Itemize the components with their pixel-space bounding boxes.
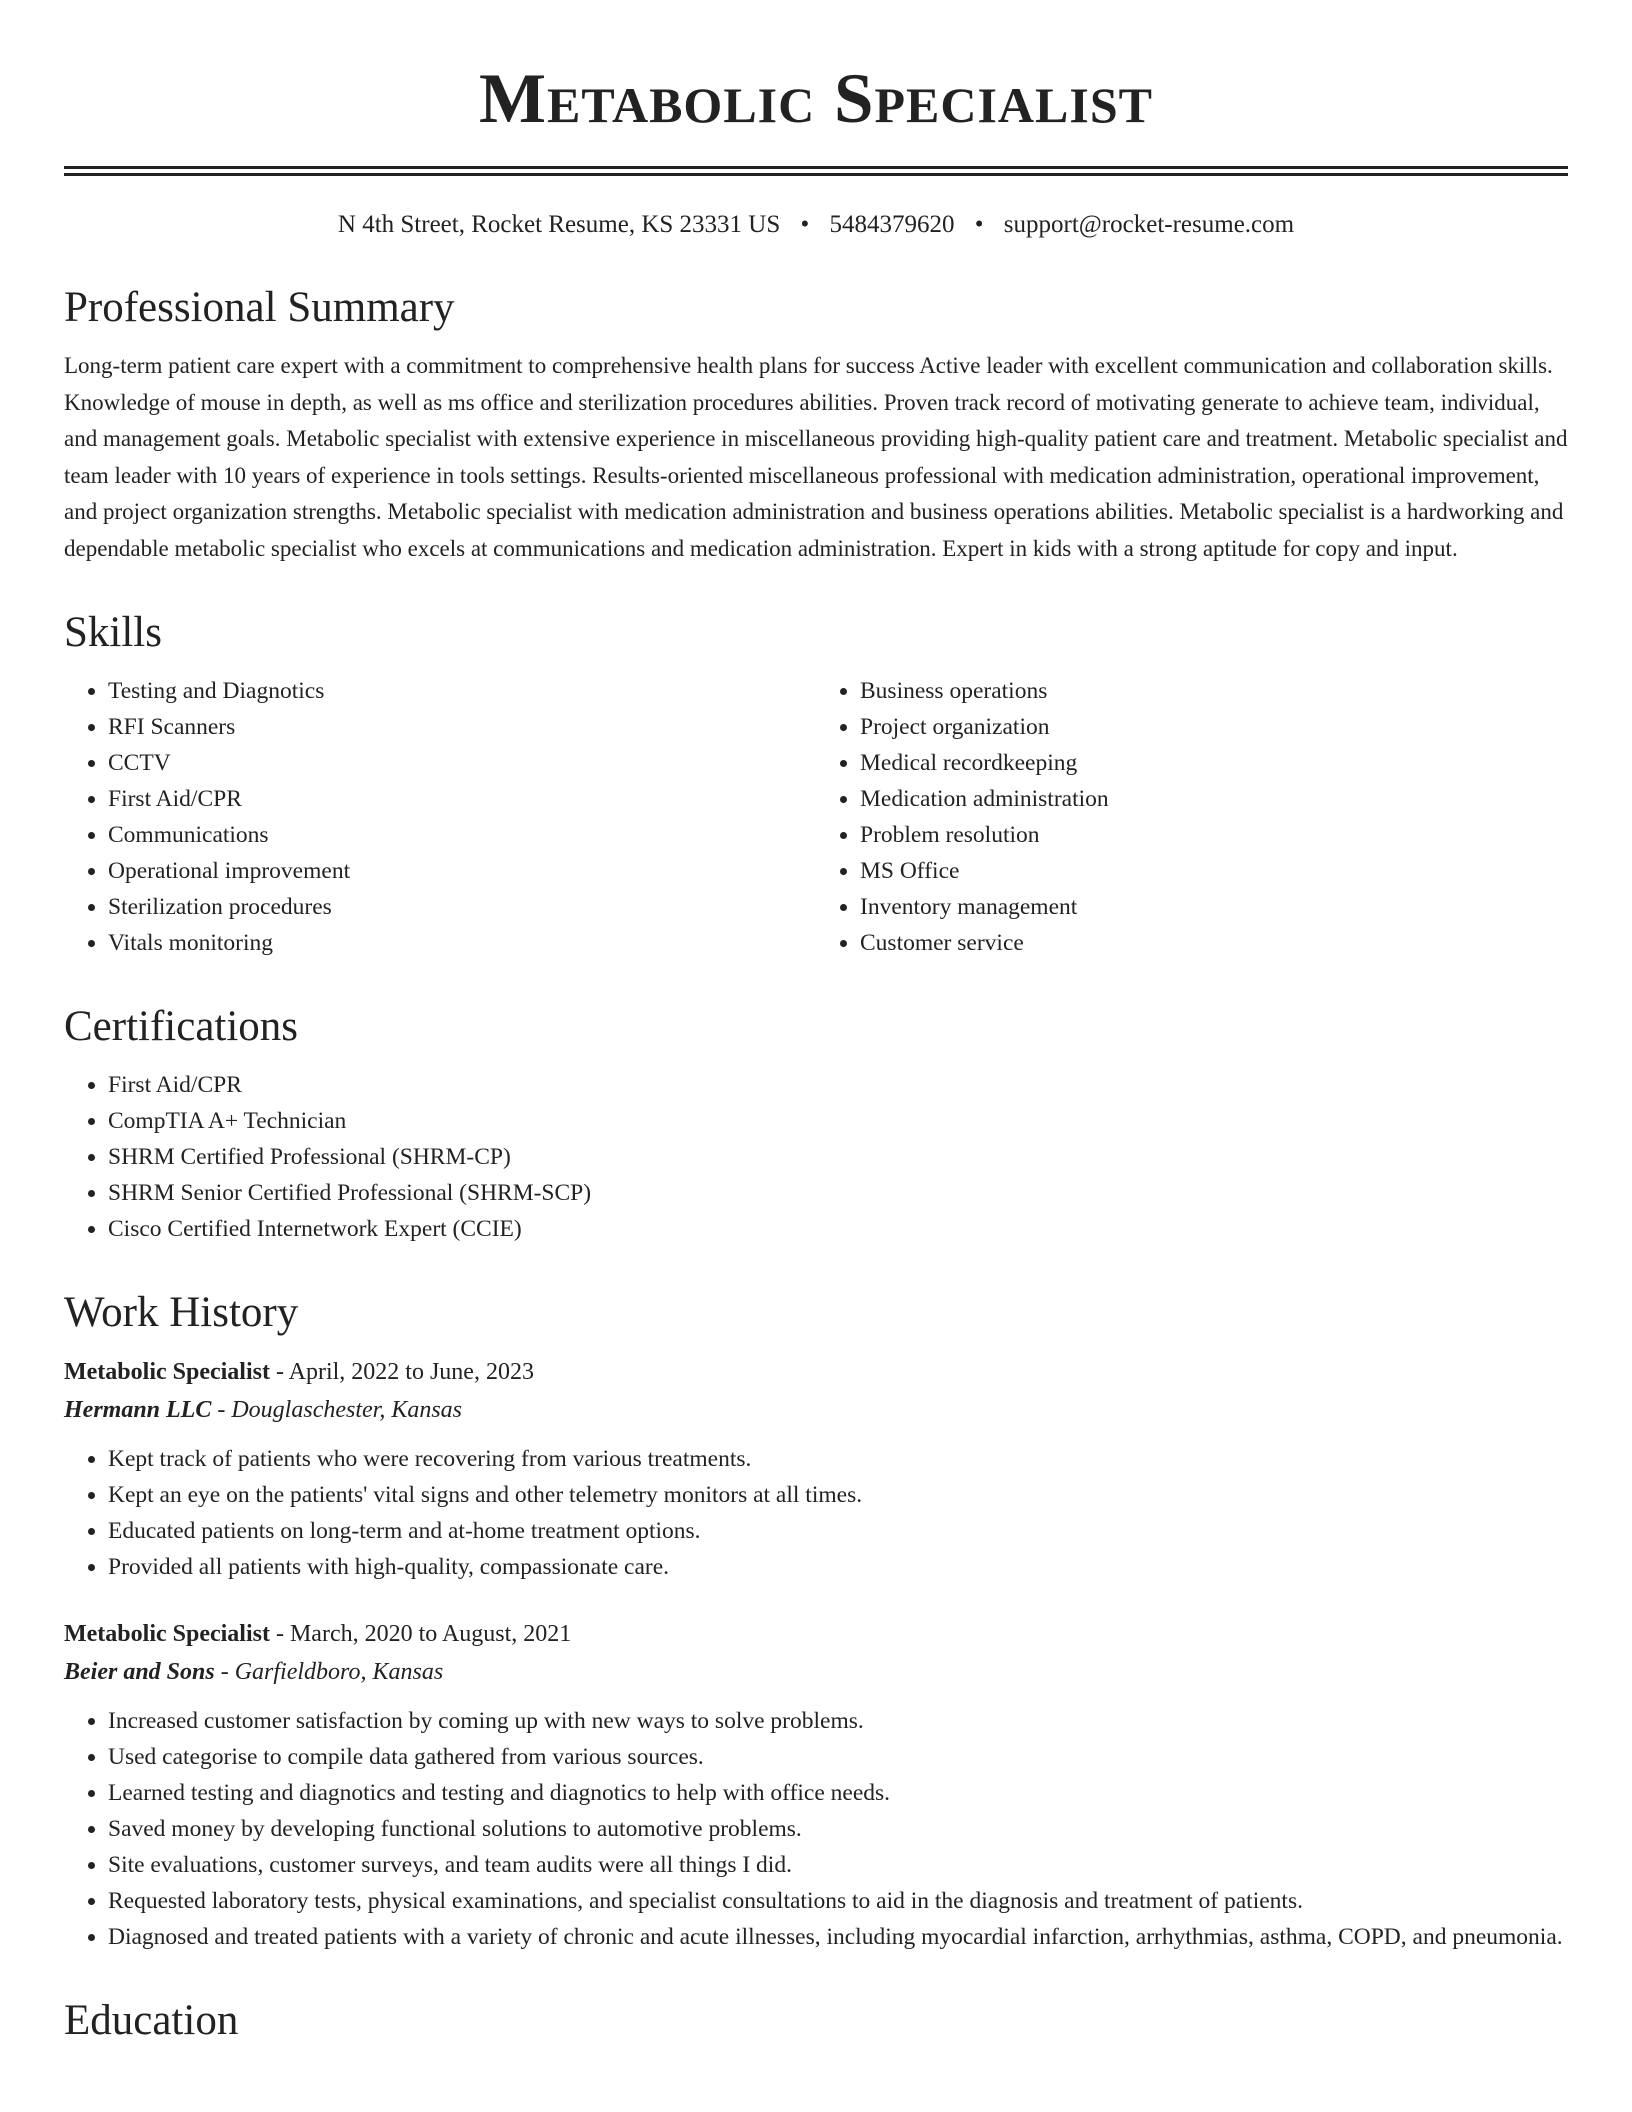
job-duty: • Kept an eye on the patients' vital signs and other telemetry monitors at all times. — [108, 1477, 1568, 1513]
summary-text: Long-term patient care expert with a commitment to comprehensive health plans for success Active leader with excellent communication and collaboration skills. Knowledge of mouse in depth, as well as ms office and sterilization procedures abilities. Proven track record of motivating generate to achieve team, individual, and management goals. Metabolic specialist with extensive experience in miscellaneous providing high-quality patient care and treatment. Metabolic specialist and team leader with 10 years of experience in tools settings. Results-oriented miscellaneous professional with medication administration, operational improvement, and project organization strengths. Metabolic specialist with medication administration and business operations abilities. Metabolic specialist is a hardworking and dependable metabolic specialist who excels at communications and medication administration. Expert in kids with a strong aptitude for copy and input. — [64, 353, 1568, 561]
job-duty: • Increased customer satisfaction by coming up with new ways to solve problems. — [108, 1703, 1568, 1739]
job-duty: • Site evaluations, customer surveys, and team audits were all things I did. — [108, 1847, 1568, 1883]
skill-item: • Operational improvement — [108, 853, 816, 889]
skill-item: • RFI Scanners — [108, 709, 816, 745]
skill-item: • Medication administration — [860, 781, 1568, 817]
job-duty: • Saved money by developing functional solutions to automotive problems. — [108, 1811, 1568, 1847]
skills-list-right — [816, 673, 1568, 961]
job-duty: • Kept track of patients who were recovering from various treatments. — [108, 1441, 1568, 1477]
certifications-heading: Certifications — [64, 1003, 299, 1050]
education-heading: Education — [64, 1997, 239, 2044]
contact-separator: • — [974, 211, 984, 238]
skill-item: • CCTV — [108, 745, 816, 781]
job-company: Beier and Sons — [64, 1659, 215, 1685]
job-title: Metabolic Specialist — [64, 1359, 270, 1385]
job-title-line — [64, 1353, 1568, 1391]
job-title-line — [64, 1615, 1568, 1653]
job-entry — [64, 1353, 1568, 1585]
certification-item: • First Aid/CPR — [108, 1067, 1568, 1103]
skill-item: • Problem resolution — [860, 817, 1568, 853]
skills-list-left — [64, 673, 816, 961]
job-duty: • Diagnosed and treated patients with a variety of chronic and acute illnesses, including myocardial infarction, arrhythmias, asthma, COPD, and pneumonia. — [108, 1919, 1568, 1955]
skill-item: • Inventory management — [860, 889, 1568, 925]
skill-item: • First Aid/CPR — [108, 781, 816, 817]
job-duties-list — [64, 1703, 1568, 1955]
skill-item: • Project organization — [860, 709, 1568, 745]
summary-heading: Professional Summary — [64, 284, 455, 331]
job-duty: • Used categorise to compile data gathered from various sources. — [108, 1739, 1568, 1775]
contact-separator: • — [800, 211, 810, 238]
contact-address: N 4th Street, Rocket Resume, KS 23331 US — [337, 211, 781, 238]
job-dates: - March, 2020 to August, 2021 — [269, 1621, 572, 1647]
certification-item: • Cisco Certified Internetwork Expert (CCIE) — [108, 1211, 1568, 1247]
contact-line — [64, 208, 1568, 242]
job-dates: - April, 2022 to June, 2023 — [269, 1359, 534, 1385]
job-location: - Garfieldboro, Kansas — [214, 1659, 444, 1685]
education-section — [64, 1995, 1568, 2047]
work-history-heading: Work History — [64, 1289, 299, 1336]
skill-item: • Customer service — [860, 925, 1568, 961]
skills-section — [64, 607, 1568, 961]
skill-item: • Communications — [108, 817, 816, 853]
resume-title: Metabolic Specialist — [478, 60, 1154, 138]
job-duty: • Provided all patients with high-quality, compassionate care. — [108, 1549, 1568, 1585]
certifications-section — [64, 1001, 1568, 1247]
contact-email: support@rocket-resume.com — [1003, 211, 1295, 238]
skills-columns — [64, 673, 1568, 961]
skills-heading: Skills — [64, 609, 162, 656]
work-history-section — [64, 1287, 1568, 1955]
certification-item: • SHRM Senior Certified Professional (SHRM-SCP) — [108, 1175, 1568, 1211]
summary-section — [64, 282, 1568, 567]
job-company-line — [64, 1391, 1568, 1429]
skill-item: • Medical recordkeeping — [860, 745, 1568, 781]
skill-item: • MS Office — [860, 853, 1568, 889]
skill-item: • Vitals monitoring — [108, 925, 816, 961]
certification-item: • CompTIA A+ Technician — [108, 1103, 1568, 1139]
certification-item: • SHRM Certified Professional (SHRM-CP) — [108, 1139, 1568, 1175]
contact-phone: 5484379620 — [829, 211, 955, 238]
job-entry — [64, 1615, 1568, 1955]
job-company-line — [64, 1653, 1568, 1691]
job-duties-list — [64, 1441, 1568, 1585]
job-title: Metabolic Specialist — [64, 1621, 270, 1647]
certifications-list — [64, 1067, 1568, 1247]
job-location: - Douglaschester, Kansas — [211, 1397, 463, 1423]
job-duty: • Learned testing and diagnotics and testing and diagnotics to help with office needs. — [108, 1775, 1568, 1811]
job-duty: • Educated patients on long-term and at-home treatment options. — [108, 1513, 1568, 1549]
skill-item: • Testing and Diagnotics — [108, 673, 816, 709]
job-company: Hermann LLC — [64, 1397, 212, 1423]
title-divider — [64, 166, 1568, 176]
skill-item: • Business operations — [860, 673, 1568, 709]
job-duty: • Requested laboratory tests, physical examinations, and specialist consultations to aid in the diagnosis and treatment of patients. — [108, 1883, 1568, 1919]
skill-item: • Sterilization procedures — [108, 889, 816, 925]
